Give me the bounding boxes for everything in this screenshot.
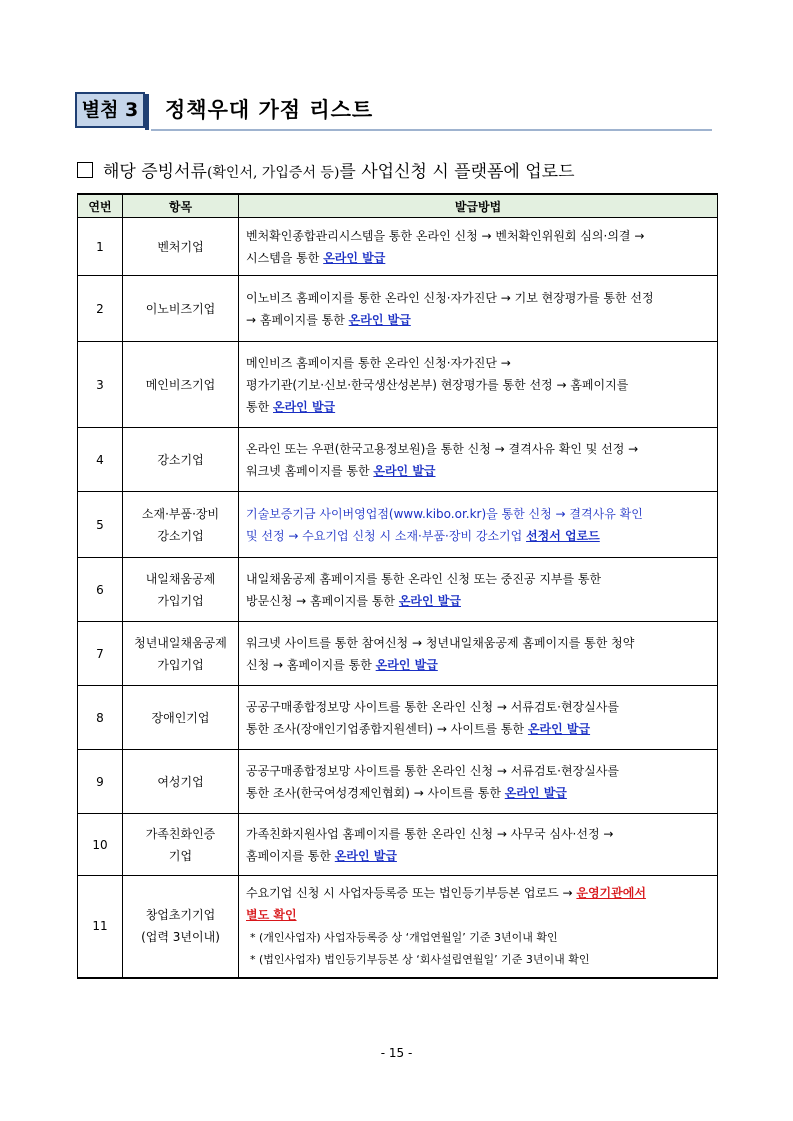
- table-row: [78, 428, 718, 492]
- online-issue-link[interactable]: 온라인 발급: [348, 312, 411, 327]
- header-no: 연번: [78, 194, 123, 218]
- method-line: 온라인 또는 우편(한국고용정보원)을 통한 신청 → 결격사유 확인 및 선정 →: [246, 441, 639, 456]
- row-no: 2: [78, 276, 123, 342]
- item-line: (업력 3년이내): [141, 930, 220, 945]
- row-no: 1: [78, 218, 123, 276]
- row-method: [239, 492, 718, 558]
- appendix-header: [75, 92, 712, 132]
- row-method: [239, 276, 718, 342]
- row-no: 10: [78, 814, 123, 876]
- method-line: 공공구매종합정보망 사이트를 통한 온라인 신청 → 서류검토·현장실사를: [246, 699, 619, 714]
- table-header-row: [78, 194, 718, 218]
- row-method: [239, 814, 718, 876]
- method-line: 시스템을 통한: [246, 250, 324, 265]
- instruction-part1: 해당 증빙서류: [103, 162, 207, 182]
- item-line: 강소기업: [157, 452, 204, 467]
- row-method: [239, 342, 718, 428]
- item-line: 여성기업: [157, 774, 204, 789]
- operator-check-link[interactable]: 운영기관에서: [576, 886, 646, 901]
- note-line: * (법인사업자) 법인등기부등본 상 ‘회사설립연월일’ 기준 3년이내 확인: [250, 953, 590, 967]
- table-row: [78, 750, 718, 814]
- method-line: 통한: [246, 399, 273, 414]
- method-line: 수요기업 신청 시 사업자등록증 또는 법인등기부등본 업로드 →: [246, 886, 577, 901]
- item-line: 벤처기업: [157, 239, 204, 254]
- row-method: [239, 622, 718, 686]
- item-line: 강소기업: [157, 528, 204, 543]
- online-issue-link[interactable]: 온라인 발급: [504, 785, 567, 800]
- instruction-line: [77, 158, 575, 186]
- method-line: 통한 조사(장애인기업종합지원센터) → 사이트를 통한: [246, 721, 528, 736]
- method-line: 홈페이지를 통한: [246, 848, 335, 863]
- row-no: 6: [78, 558, 123, 622]
- item-line: 메인비즈기업: [145, 377, 216, 392]
- online-issue-link[interactable]: 온라인 발급: [334, 848, 397, 863]
- row-item: [123, 428, 239, 492]
- table-row: [78, 876, 718, 978]
- online-issue-link[interactable]: 온라인 발급: [398, 593, 461, 608]
- method-line: 내일채움공제 홈페이지를 통한 온라인 신청 또는 중진공 지부를 통한: [246, 571, 602, 586]
- online-issue-link[interactable]: 온라인 발급: [273, 399, 336, 414]
- instruction-part2: (확인서, 가입증서 등): [206, 165, 340, 181]
- row-method: [239, 428, 718, 492]
- row-no: 7: [78, 622, 123, 686]
- online-issue-link[interactable]: 온라인 발급: [527, 721, 591, 736]
- method-line: 신청 → 홈페이지를 통한: [246, 657, 376, 672]
- badge-shadow: [145, 94, 149, 130]
- method-line: 메인비즈 홈페이지를 통한 온라인 신청·자가진단 →: [246, 355, 511, 370]
- row-item: [123, 622, 239, 686]
- method-line: 공공구매종합정보망 사이트를 통한 온라인 신청 → 서류검토·현장실사를: [246, 763, 619, 778]
- operator-check-link-2[interactable]: 별도 확인: [246, 908, 297, 923]
- row-item: [123, 492, 239, 558]
- row-no: 5: [78, 492, 123, 558]
- method-line: 가족친화지원사업 홈페이지를 통한 온라인 신청 → 사무국 심사·선정 →: [246, 826, 614, 841]
- online-issue-link[interactable]: 온라인 발급: [323, 250, 386, 265]
- row-no: 11: [78, 876, 123, 978]
- item-line: 가족친화인증: [145, 826, 216, 841]
- row-item: [123, 276, 239, 342]
- row-item: [123, 814, 239, 876]
- row-item: [123, 750, 239, 814]
- method-line: 벤처확인종합관리시스템을 통한 온라인 신청 → 벤처확인위원회 심의·의결 →: [246, 228, 645, 243]
- row-item: [123, 218, 239, 276]
- row-item: [123, 558, 239, 622]
- method-line: 이노비즈 홈페이지를 통한 온라인 신청·자가진단 → 기보 현장평가를 통한 선정: [246, 290, 654, 305]
- table-row: [78, 492, 718, 558]
- row-no: 4: [78, 428, 123, 492]
- header-method: 발급방법: [239, 194, 718, 218]
- appendix-badge: 별첨 3: [75, 92, 145, 128]
- row-item: [123, 342, 239, 428]
- method-line: 및 선정 → 수요기업 신청 시 소재·부품·장비 강소기업: [246, 528, 527, 543]
- item-line: 기업: [168, 848, 193, 863]
- table-row: [78, 686, 718, 750]
- method-line: 워크넷 홈페이지를 통한: [246, 463, 374, 478]
- page-title: 정책우대 가점 리스트: [165, 98, 374, 122]
- page-number: - 15 -: [380, 1046, 413, 1060]
- item-line: 소재·부품·장비: [141, 506, 220, 521]
- method-line: 방문신청 → 홈페이지를 통한: [246, 593, 399, 608]
- row-item: [123, 876, 239, 978]
- table-row: [78, 342, 718, 428]
- online-issue-link[interactable]: 온라인 발급: [375, 657, 438, 672]
- row-no: 9: [78, 750, 123, 814]
- method-line: 평가기관(기보·신보·한국생산성본부) 현장평가를 통한 선정 → 홈페이지를: [246, 377, 629, 392]
- note-line: * (개인사업자) 사업자등록증 상 ‘개업연월일’ 기준 3년이내 확인: [250, 931, 558, 945]
- method-line: 워크넷 사이트를 통한 참여신청 → 청년내일채움공제 홈페이지를 통한 청약: [246, 635, 635, 650]
- policy-bonus-table: [77, 193, 718, 979]
- instruction-part3: 를 사업신청 시 플랫폼에 업로드: [339, 162, 575, 182]
- header-item: 항목: [123, 194, 239, 218]
- row-method: [239, 218, 718, 276]
- method-line: → 홈페이지를 통한: [246, 312, 349, 327]
- upload-certificate-link[interactable]: 선정서 업로드: [526, 528, 600, 543]
- item-line: 청년내일채움공제: [134, 635, 227, 650]
- header-underline: [151, 129, 712, 131]
- item-line: 이노비즈기업: [145, 301, 216, 316]
- table-row: [78, 218, 718, 276]
- row-no: 8: [78, 686, 123, 750]
- item-line: 가입기업: [157, 593, 204, 608]
- item-line: 창업초기기업: [145, 908, 216, 923]
- method-line: 기술보증기금 사이버영업점(www.kibo.or.kr)을 통한 신청 → 결격사유 확인: [246, 506, 643, 521]
- row-method: [239, 686, 718, 750]
- table-row: [78, 622, 718, 686]
- table-row: [78, 276, 718, 342]
- table-row: [78, 814, 718, 876]
- row-item: [123, 686, 239, 750]
- row-method: [239, 558, 718, 622]
- item-line: 내일채움공제: [145, 571, 216, 586]
- online-issue-link[interactable]: 온라인 발급: [373, 463, 436, 478]
- row-no: 3: [78, 342, 123, 428]
- checkbox-square-icon: [77, 162, 93, 178]
- table-row: [78, 558, 718, 622]
- method-line: 통한 조사(한국여성경제인협회) → 사이트를 통한: [246, 785, 505, 800]
- row-method: [239, 750, 718, 814]
- item-line: 장애인기업: [151, 710, 210, 725]
- row-method: [239, 876, 718, 978]
- item-line: 가입기업: [157, 657, 204, 672]
